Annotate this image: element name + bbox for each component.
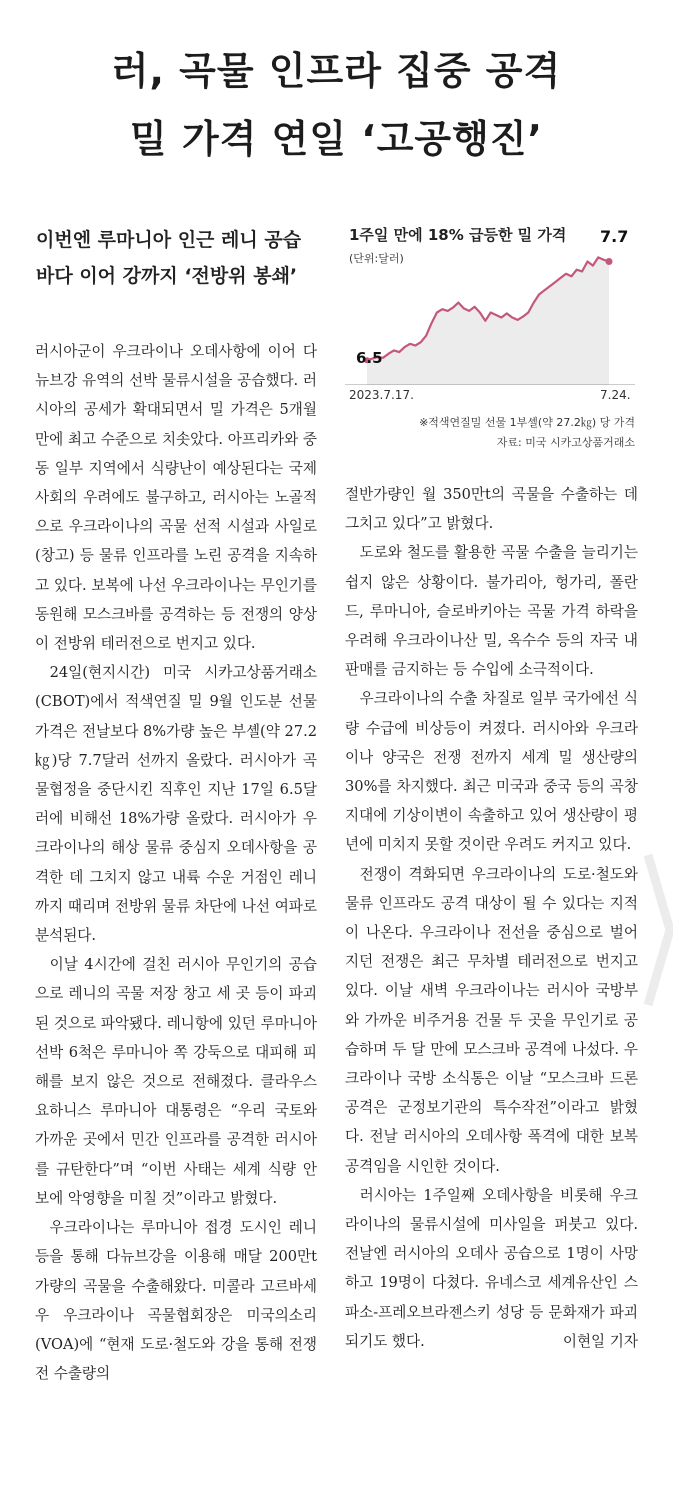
article-column-right (345, 480, 638, 1356)
article-paragraph: 러시아는 1주일째 오데사항을 비롯해 우크라이나의 물류시설에 미사일을 퍼붓고 있다. 전날엔 러시아의 오데사 공습으로 1명이 사망하고 19명이 다쳤다. 유네스코 세계유산인 스파소-프레오브라젠스키 성당 등 문화재가 파괴되기도 했다. (345, 1186, 638, 1350)
chart-source: 자료: 미국 시카고상품거래소 (496, 436, 635, 449)
article-paragraph: 24일(현지시간) 미국 시카고상품거래소(CBOT)에서 적색연질 밀 9월 인도분 선물 가격은 전날보다 8%가량 높은 부셸(약 27.2㎏)당 7.7달러 선까지 올랐다. 러시아가 곡물협정을 중단시킨 직후인 지난 17일 6.5달러에 비해선 18%가량 올랐다. 러시아가 우크라이나의 해상 물류 중심지 오데사항을 공격한 데 그치지 않고 내륙 수운 거점인 레니까지 때리며 전방위 물류 차단에 나선 여파로 분석된다. (35, 664, 317, 945)
price-chart (345, 245, 635, 385)
article-column-left (35, 337, 317, 1388)
article-paragraph: 우크라이나의 수출 차질로 일부 국가에선 식량 수급에 비상등이 켜졌다. 러시아와 우크라이나 양국은 전쟁 전까지 세계 밀 생산량의 30%를 차지했다. 최근 미국과 중국 등의 곡창지대에 기상이변이 속출하고 있어 생산량이 평년에 미치지 못할 것이란 우려도 커지고 있다. (345, 690, 638, 854)
headline-line-2: 밀 가격 연일 ‘고공행진’ (130, 117, 543, 161)
subheadline-line-1: 이번엔 루마니아 인근 레니 공습 (36, 229, 302, 251)
article-paragraph: 절반가량인 월 350만t의 곡물을 수출하는 데 그치고 있다”고 밝혔다. (345, 486, 638, 533)
byline: 이현일 기자 (562, 1332, 638, 1350)
chart-unit: (단위:달러) (349, 252, 404, 265)
article-paragraph: 우크라이나는 루마니아 접경 도시인 레니 등을 통해 다뉴브강을 이용해 매달 200만t가량의 곡물을 수출해왔다. 미콜라 고르바세우 우크라이나 곡물협회장은 미국의소리(VOA)에 “현재 도로·철도와 강을 통해 전쟁 전 수출량의 (35, 1219, 317, 1383)
chart-x-end-label: 7.24. (600, 388, 631, 402)
chart-end-point (606, 258, 613, 265)
chart-first-value: 6.5 (356, 349, 383, 367)
chart-area-fill (367, 257, 609, 385)
article-paragraph: 전쟁이 격화되면 우크라이나의 도로·철도와 물류 인프라도 공격 대상이 될 수 있다는 지적이 나온다. 우크라이나 전선을 중심으로 벌어지던 전쟁은 최근 무차별 테러전으로 번지고 있다. 이날 새벽 우크라이나는 러시아 국방부와 가까운 비주거용 건물 두 곳을 무인기로 공습하며 두 달 만에 모스크바 공격에 나섰다. 우크라이나 국방 소식통은 이날 “모스크바 드론 공격은 군정보기관의 특수작전”이라고 밝혔다. 전날 러시아의 오데사항 폭격에 대한 보복 공격임을 시인한 것이다. (345, 865, 638, 1175)
article-paragraph: 이날 4시간에 걸친 러시아 무인기의 공습으로 레니의 곡물 저장 창고 세 곳 등이 파괴된 것으로 파악됐다. 레니항에 있던 루마니아 선박 6척은 루마니아 쪽 강둑으로 대피해 피해를 보지 않은 것으로 전해졌다. 클라우스 요하니스 루마니아 대통령은 “우리 국토와 가까운 곳에서 민간 인프라를 공격한 러시아를 규탄한다”며 “이번 사태는 세계 식량 안보에 악영향을 미칠 것”이라고 밝혔다. (35, 956, 317, 1207)
subheadline-line-2: 바다 이어 강까지 ‘전방위 봉쇄’ (36, 265, 298, 287)
chart-last-value: 7.7 (600, 227, 629, 246)
chart-title: 1주일 만에 18% 급등한 밀 가격 (349, 226, 567, 244)
chart-note: ※적색연질밀 선물 1부셸(약 27.2㎏) 당 가격 (419, 416, 635, 429)
article-paragraph: 도로와 철도를 활용한 곡물 수출을 늘리기는 쉽지 않은 상황이다. 불가리아, 헝가리, 폴란드, 루마니아, 슬로바키아는 곡물 가격 하락을 우려해 우크라이나산 밀, 옥수수 등의 자국 내 판매를 금지하는 등 수입에 소극적이다. (345, 544, 638, 679)
chart-x-start-label: 2023.7.17. (349, 388, 414, 402)
chevron-right-icon (640, 835, 673, 1025)
headline-line-1: 러, 곡물 인프라 집중 공격 (111, 49, 562, 93)
article-paragraph: 러시아군이 우크라이나 오데사항에 이어 다뉴브강 유역의 선박 물류시설을 공습했다. 러시아의 공세가 확대되면서 밀 가격은 5개월 만에 최고 수준으로 치솟았다. 아프리카와 중동 일부 지역에서 식량난이 예상된다는 국제 사회의 우려에도 불구하고, 러시아는 노골적으로 우크라이나의 곡물 선적 시설과 사일로(창고) 등 물류 인프라를 노린 공격을 지속하고 있다. 보복에 나선 우크라이나는 무인기를 동원해 모스크바를 공격하는 등 전쟁의 양상이 전방위 테러전으로 번지고 있다. (35, 343, 317, 653)
